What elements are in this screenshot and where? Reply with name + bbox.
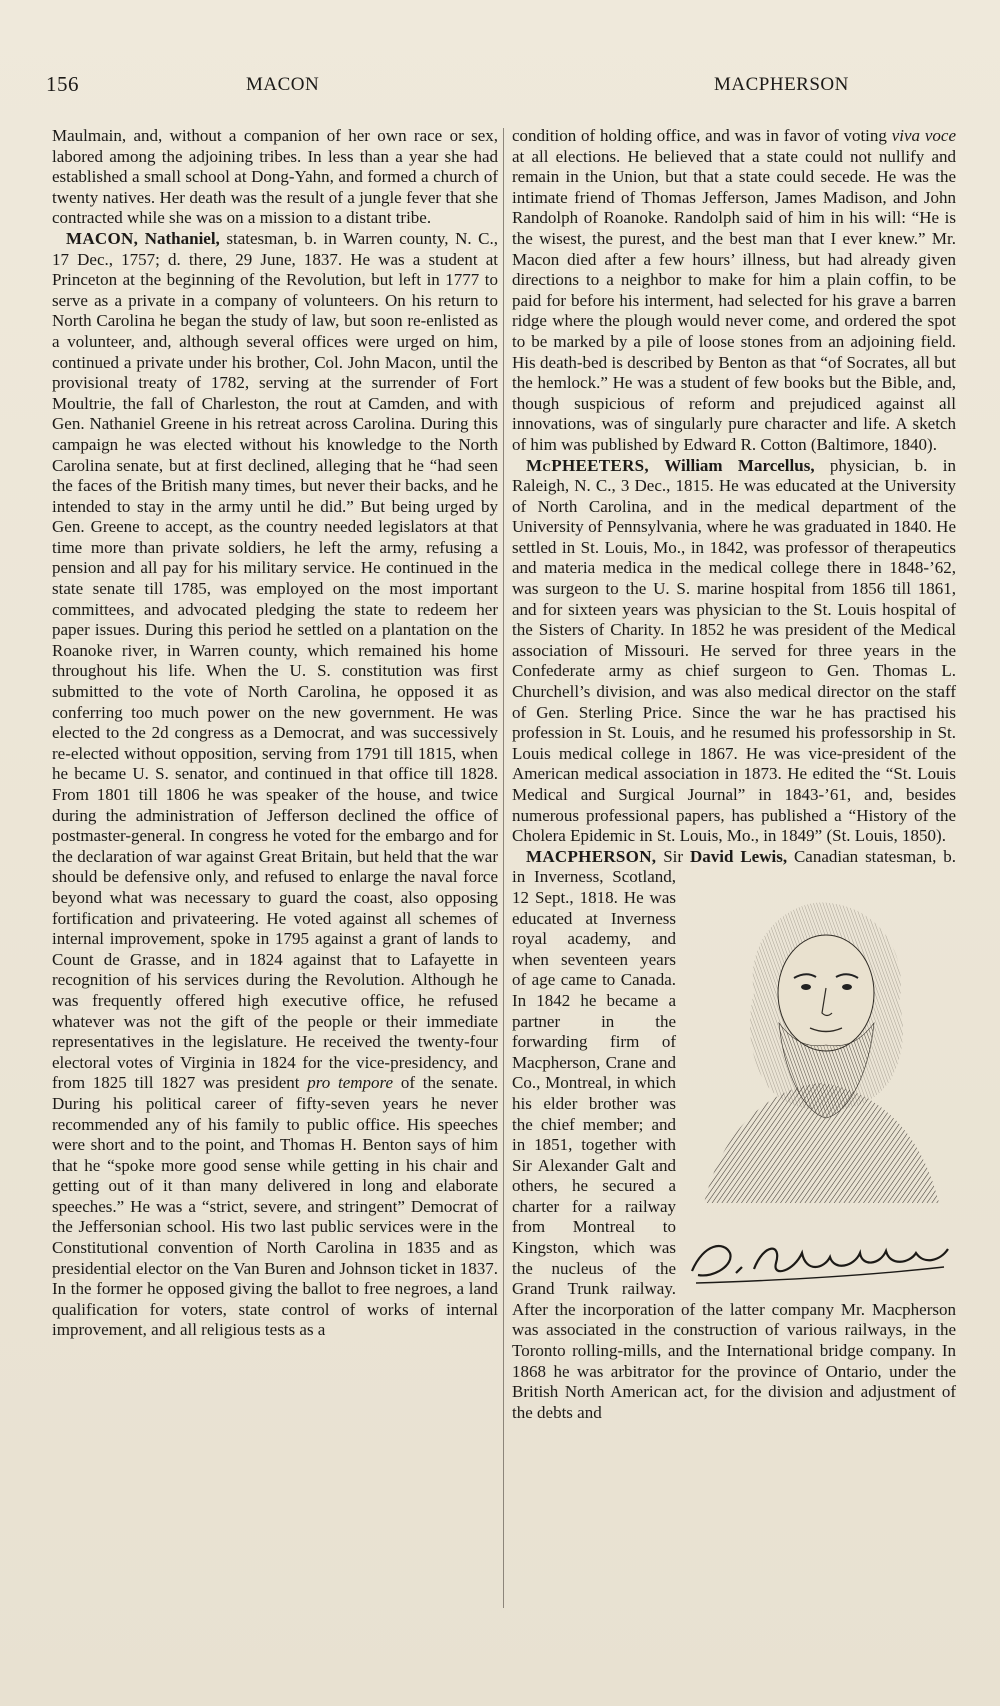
signature-image (684, 1223, 956, 1293)
column-divider (503, 128, 504, 1608)
entry-given-macon: Nathaniel, (144, 228, 220, 248)
macon-cont-text-b: at all elections. He believed that a state could not nullify and remain in the Union, but that a state could secede. He was the intimate friend of Thomas Jefferson, James Madison, and John Randolph of Roanoke. Randolph said of him in his will: “He is the wisest, the purest, and the best man that I ever knew.” Mr. Macon died after a few hours’ illness, but had already given directions to a neighbor to make for him a plain coffin, to be paid for before his interment, had selected for his grave a barren ridge where the plough would never come, and ordered the spot to be marked by a pile of loose stones from an adjoining field. His death-bed is described by Benton as that “of Socrates, all but the hemlock.” He was a student of few books but the Bible, and, though suspicious of reform and prejudiced against all innovations, was of singularly pure character and life. A sketch of him was published by Edward R. Cotton (Baltimore, 1840). (512, 146, 956, 454)
entry-text-macon: statesman, b. in Warren county, N. C., 17 Dec., 1757; d. there, 29 June, 1837. He was a student at Princeton at the beginning of the Revolution, but left in 1777 to serve as a private in a company of volunteers. On his return to North Carolina he began the study of law, but soon re-enlisted as a volunteer, and, although several offices were urged on him, continued a private under his brother, Col. John Macon, until the provisional treaty of 1782, serving at the surrender of Fort Moultrie, the fall of Charleston, the rout at Camden, and with Gen. Nathaniel Greene in his retreat across Carolina. During this campaign he was elected without his knowledge to the North Carolina senate, but at first declined, alleging that he “had seen the faces of the British many times, but never their backs, and he intended to stay in the army until he did.” But being urged by Gen. Greene to accept, as the country needed legislators at that time more than private soldiers, he left the army, refusing a pension and all pay for his military service. He continued in the state senate till 1785, was employed on the most important committees, and advocated pledging the state to redeem her paper issues. During this period he settled on a plantation on the Roanoke river, in Warren county, which remained his home throughout his life. When the U. S. constitution was first submitted to the vote of North Carolina, he opposed it as conferring too much power on the new government. He was elected to the 2d congress as a Democrat, and was successively re-elected without opposition, serving from 1791 till 1815, when he became U. S. senator, and continued in that office till 1828. From 1801 till 1806 he was speaker of the house, and twice during the administration of Jefferson declined the office of postmaster-general. In congress he voted for the embargo and for the declaration of war against Great Britain, but held that the war should be defensive only, and refused to enlarge the naval force beyond what was necessary to guard the coast, also opposing fortification and privateering. He voted against all schemes of internal improvement, spoke in 1795 against a grant of lands to Count de Grasse, and in 1824 against that to Lafayette in recognition of his services during the Revolution. Although he was frequently offered high executive office, he refused whatever was not the gift of the people or their immediate representatives in the legislature. He received the twenty-four electoral votes of Virginia in 1824 for the vice-presidency, and from 1825 till 1827 was president (52, 228, 498, 1093)
paragraph-maulmain: Maulmain, and, without a companion of her own race or sex, labored among the adjoining tribes. In less than a year she had established a small school at Dong-Yahn, and formed a church of twenty natives. Her death was the result of a jungle fever that she contracted while she was on a mission to a distant tribe. (52, 126, 498, 228)
entry-text-mcpheeters: physician, b. in Raleigh, N. C., 3 Dec., 1815. He was educated at the University of North Carolina, and in the medical department of the University of Pennsylvania, where he was graduated in 1840. He settled in St. Louis, Mo., in 1842, was professor of therapeutics and materia medica in the medical college there in 1848-’62, was surgeon to the U. S. marine hospital from 1856 till 1861, and for sixteen years was physician to the St. Louis hospital of the Sisters of Charity. In 1852 he was president of the Medical association of Missouri. He served for three years in the Confederate army as chief surgeon to Gen. Thomas L. Churchell’s division, and was also medical director on the staff of Gen. Sterling Price. Since the war he has practised his profession in St. Louis, and he resumed his professorship in St. Louis medical college in 1867. He was vice-president of the American medical association in 1873. He edited the “St. Louis Medical and Surgical Journal” in 1843-’61, and, besides numerous professional papers, has published a “History of the Cholera Epidemic in St. Louis, Mo., in 1849” (St. Louis, 1850). (512, 455, 957, 846)
entry-name-macpherson: MACPHERSON, (526, 846, 657, 866)
running-head-right: MACPHERSON (714, 74, 849, 95)
entry-text-macon-cont: of the senate. During his political career of fifty-seven years he never recommended any of his family to public office. His speeches were short and to the point, and Thomas H. Benton says of him that he “spoke more good sense while getting in his chair and getting out of it than many delivered in long and elaborate speeches.” He was a “strict, severe, and stringent” Democrat of the Jeffersonian school. His two last public services were in the Constitutional convention of North Carolina in 1835 and as presidential elector on the Van Buren and Johnson ticket in 1837. In the former he opposed giving the ballot to free negroes, a land qualification for voters, state control of works of internal improvement, and all religious tests as a (52, 1073, 498, 1340)
entry-name-mcpheeters: McPHEETERS, (526, 455, 649, 475)
italic-pro-tempore: pro tempore (299, 1073, 394, 1093)
entry-macon (52, 229, 498, 1341)
paragraph-macon-cont (512, 126, 956, 456)
entry-given-mcpheeters: William Marcellus, (664, 455, 815, 475)
entry-mcpheeters (512, 456, 956, 847)
portrait-figure (684, 873, 956, 1293)
entry-macpherson (512, 847, 956, 1424)
left-column (52, 126, 498, 1341)
page-number: 156 (46, 72, 79, 96)
running-head-left: MACON (246, 74, 320, 95)
entry-title-macpherson: Sir (656, 846, 690, 866)
italic-viva-voce: viva voce (886, 126, 956, 145)
entry-name-macon: MACON, (66, 228, 139, 248)
page-header (46, 72, 940, 102)
macon-cont-text-a: condition of holding office, and was in favor of voting (512, 126, 887, 145)
entry-given-macpherson: David Lewis, (689, 846, 788, 866)
portrait-engraving (684, 873, 956, 1213)
right-column (512, 126, 956, 1423)
entry-text-macpherson: Canadian statesman, b. in Inverness, Scotland, 12 Sept., 1818. He was educated at Inverness royal academy, and when seventeen years of age came to Canada. In 1842 he became a partner in the forwarding firm of Macpherson, Crane and Co., Montreal, in which his elder brother was the chief member; and in 1851, together with Sir Alexander Galt and others, he secured a charter for a railway from Montreal to Kingston, which was the nucleus of the Grand Trunk railway. After the incorporation of the latter company Mr. Macpherson was associated in the construction of various railways, in the Toronto rolling-mills, and the International bridge company. In 1868 he was arbitrator for the province of Ontario, under the British North American act, for the division and adjustment of the debts and (512, 846, 956, 1422)
